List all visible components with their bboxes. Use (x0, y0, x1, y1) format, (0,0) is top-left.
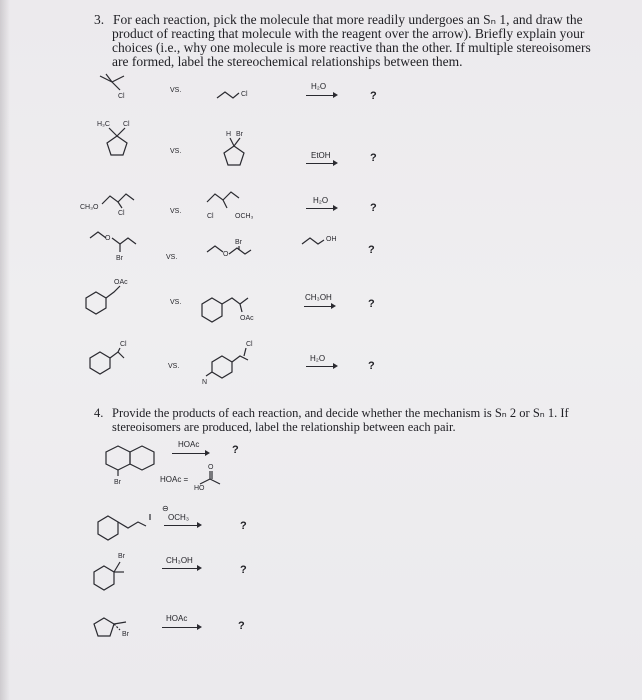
q3-row6-reagent: H₂O (310, 354, 326, 363)
o-label: O (223, 251, 229, 258)
n-label: N (202, 379, 208, 386)
q4-row1-arrow (172, 453, 208, 454)
q4-row3-reagent: CH₃OH (166, 556, 193, 565)
page-edge-shadow (0, 0, 10, 700)
br-label: Br (114, 479, 121, 486)
q3-row5-vs: VS. (170, 299, 182, 306)
q3-row3-answer: ? (370, 202, 377, 214)
q4-row1-answer: ? (232, 444, 239, 456)
q4-row1-molecule (104, 438, 164, 488)
q4-row3-answer: ? (240, 564, 247, 576)
q4-minus-charge: ⊖ (162, 504, 169, 513)
q3-row1-answer: ? (370, 90, 377, 102)
q3-row3-vs: VS. (170, 208, 182, 215)
hoac-definition: HOAc = (160, 475, 189, 484)
ho-label: HO (194, 485, 205, 492)
br-label: Br (118, 553, 125, 560)
ch3o-label: CH₃O (80, 204, 99, 211)
cl-label: Cl (120, 341, 127, 348)
q3-row6-vs: VS. (168, 363, 180, 370)
q4-row4-molecule (92, 612, 152, 642)
acetic-acid-structure (194, 462, 244, 492)
br-label: Br (122, 631, 129, 638)
h-label: H (226, 131, 232, 138)
q4-row2-answer: ? (240, 520, 247, 532)
q3-row2-molecule-a (95, 118, 145, 164)
q3-row5-answer: ? (368, 298, 375, 310)
q4-line-1: Provide the products of each reaction, and decide whether the mechanism is Sₙ 2 or Sₙ 1. If (112, 406, 569, 420)
br-label: Br (236, 131, 243, 138)
cl-label: Cl (241, 91, 248, 98)
q4-row2-reagent: OCH₃ (168, 513, 190, 522)
q3-row5-arrow (304, 306, 334, 307)
q4-row4-arrow (162, 627, 200, 628)
o-label: O (208, 464, 214, 471)
q3-row4-product (300, 232, 350, 252)
q3-row3-molecule-b (205, 190, 275, 226)
q4-line-2: stereoisomers are produced, label the relationship between each pair. (112, 420, 456, 434)
och3-label: OCH₃ (235, 213, 254, 220)
q3-line-2: product of reacting that molecule with the reagent over the arrow). Briefly explain your (112, 26, 585, 41)
q4-row3-molecule (92, 550, 142, 590)
q3-row2-molecule-b (218, 128, 258, 168)
br-label: Br (116, 255, 123, 262)
q3-row2-reagent: EtOH (311, 151, 331, 160)
cl-label: Cl (207, 213, 214, 220)
q3-row6-molecule-a (88, 338, 138, 374)
q3-row2-arrow (306, 163, 336, 164)
q3-row5-molecule-a (84, 276, 144, 316)
q3-row1-molecule-a (92, 70, 132, 100)
br-label: Br (235, 239, 242, 246)
cl-label: Cl (118, 210, 125, 217)
q4-row1-reagent: HOAc (178, 440, 200, 449)
q4-number: 4. (94, 406, 104, 420)
q3-row2-vs: VS. (170, 148, 182, 155)
cl-label: Cl (118, 93, 125, 100)
oac-label: OAc (240, 315, 254, 322)
o-label: O (105, 235, 111, 242)
q3-row4-molecule-a (88, 228, 148, 262)
q4-row4-answer: ? (238, 620, 245, 632)
q3-row4-vs: VS. (166, 254, 178, 261)
oac-label: OAc (114, 279, 128, 286)
q3-row3-reagent: H₂O (313, 196, 329, 205)
q3-line-3: choices (i.e., why one molecule is more reactive than the other. If multiple stereoisomers (112, 40, 591, 55)
q3-row1-arrow (306, 95, 336, 96)
h3c-label: H₃C (97, 121, 110, 128)
q3-row3-arrow (306, 208, 336, 209)
cl-label: Cl (246, 341, 253, 348)
q3-line-1: For each reaction, pick the molecule that more readily undergoes an Sₙ 1, and draw the (113, 12, 583, 27)
q3-row3-molecule-a (80, 186, 160, 216)
cl-label: Cl (123, 121, 130, 128)
q3-row2-answer: ? (370, 152, 377, 164)
q3-number: 3. (94, 12, 105, 27)
oh-label: OH (326, 236, 337, 243)
q3-row4-molecule-b (205, 236, 265, 262)
q3-row6-molecule-b (200, 338, 270, 388)
q3-row6-answer: ? (368, 360, 375, 372)
q4-row4-reagent: HOAc (166, 614, 188, 623)
q3-row1-reagent: H₂O (311, 82, 327, 91)
q3-row4-answer: ? (368, 244, 375, 256)
q3-row6-arrow (306, 366, 336, 367)
q3-row1-molecule-b (215, 84, 265, 104)
q3-line-4: are formed, label the stereochemical relationships between them. (112, 54, 463, 69)
q3-row5-reagent: CH₃OH (305, 293, 332, 302)
q4-row2-arrow (164, 525, 200, 526)
q3-row5-molecule-b (200, 290, 270, 330)
q3-row1-vs: VS. (170, 87, 182, 94)
q4-row3-arrow (162, 568, 200, 569)
